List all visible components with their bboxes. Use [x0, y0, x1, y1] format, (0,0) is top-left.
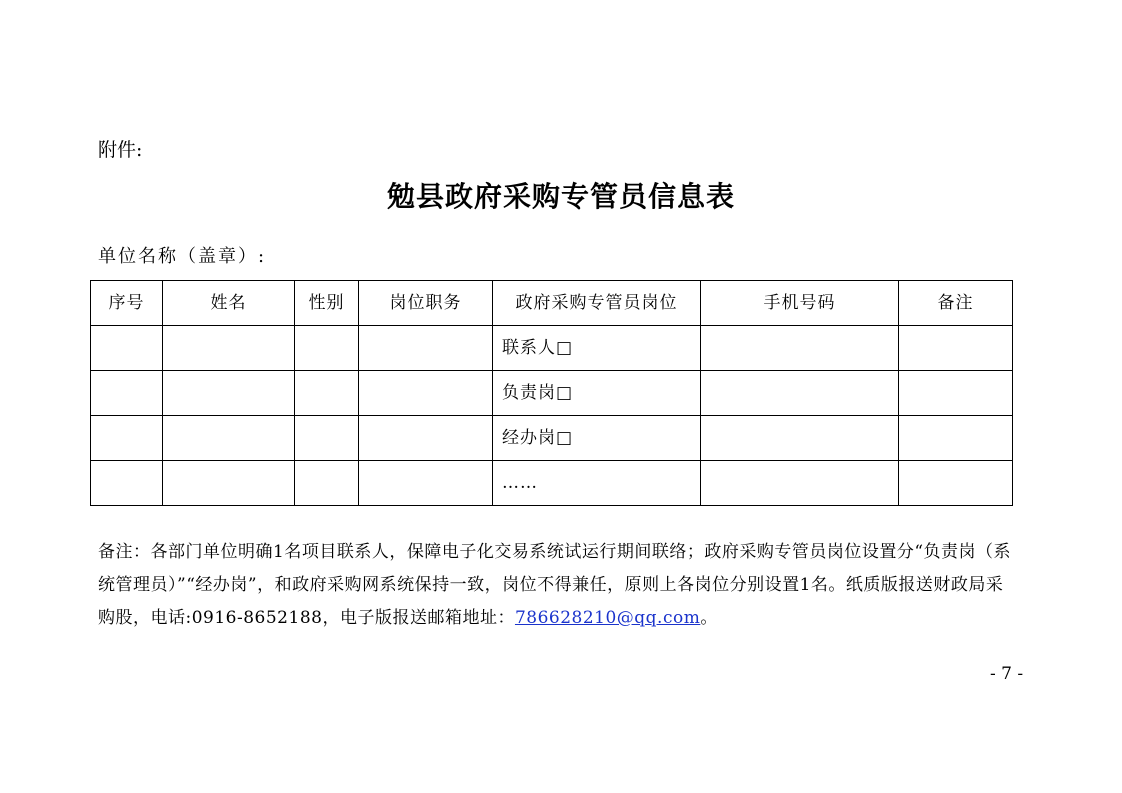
header-gender: 性别: [295, 281, 359, 326]
header-remarks: 备注: [899, 281, 1013, 326]
cell-post-contact[interactable]: 联系人□: [493, 326, 701, 371]
cell-remarks[interactable]: [899, 416, 1013, 461]
note-end: 。: [700, 608, 718, 628]
cell-serial[interactable]: [91, 416, 163, 461]
table-header-row: [91, 281, 1013, 326]
cell-name[interactable]: [163, 416, 295, 461]
cell-serial[interactable]: [91, 326, 163, 371]
cell-phone[interactable]: [701, 326, 899, 371]
table-row: [91, 461, 1013, 506]
email-link[interactable]: 786628210@qq.com: [514, 608, 701, 628]
cell-job-title[interactable]: [359, 461, 493, 506]
info-table: [90, 280, 1013, 506]
cell-remarks[interactable]: [899, 371, 1013, 416]
cell-phone[interactable]: [701, 371, 899, 416]
cell-name[interactable]: [163, 326, 295, 371]
header-serial: 序号: [91, 281, 163, 326]
remarks-note: [98, 536, 1020, 635]
cell-remarks[interactable]: [899, 326, 1013, 371]
attachment-label: 附件:: [98, 139, 143, 161]
cell-gender[interactable]: [295, 461, 359, 506]
cell-gender[interactable]: [295, 326, 359, 371]
cell-serial[interactable]: [91, 371, 163, 416]
cell-gender[interactable]: [295, 416, 359, 461]
cell-phone[interactable]: [701, 461, 899, 506]
cell-phone[interactable]: [701, 416, 899, 461]
table-row: [91, 371, 1013, 416]
page-number: - 7 -: [990, 664, 1024, 684]
cell-name[interactable]: [163, 461, 295, 506]
cell-serial[interactable]: [91, 461, 163, 506]
header-name: 姓名: [163, 281, 295, 326]
note-text: 备注：各部门单位明确1名项目联系人，保障电子化交易系统试运行期间联络；政府采购专管员岗位设置分“负责岗（系统管理员）”“经办岗”，和政府采购网系统保持一致，岗位不得兼任，原则上各岗位分别设置1名。纸质版报送财政局采购股，电话:0916-8652188，电子版报送邮箱地址：: [98, 542, 1012, 628]
cell-job-title[interactable]: [359, 416, 493, 461]
table-row: [91, 416, 1013, 461]
document-title: 勉县政府采购专管员信息表: [386, 180, 735, 213]
cell-job-title[interactable]: [359, 371, 493, 416]
header-phone: 手机号码: [701, 281, 899, 326]
unit-name-label: 单位名称（盖章）:: [98, 246, 267, 267]
cell-gender[interactable]: [295, 371, 359, 416]
header-job-title: 岗位职务: [359, 281, 493, 326]
table-row: [91, 326, 1013, 371]
header-procurement-post: 政府采购专管员岗位: [493, 281, 701, 326]
cell-remarks[interactable]: [899, 461, 1013, 506]
cell-post-responsible[interactable]: 负责岗□: [493, 371, 701, 416]
cell-job-title[interactable]: [359, 326, 493, 371]
cell-post-handler[interactable]: 经办岗□: [493, 416, 701, 461]
cell-name[interactable]: [163, 371, 295, 416]
cell-post-ellipsis: ……: [493, 461, 701, 506]
